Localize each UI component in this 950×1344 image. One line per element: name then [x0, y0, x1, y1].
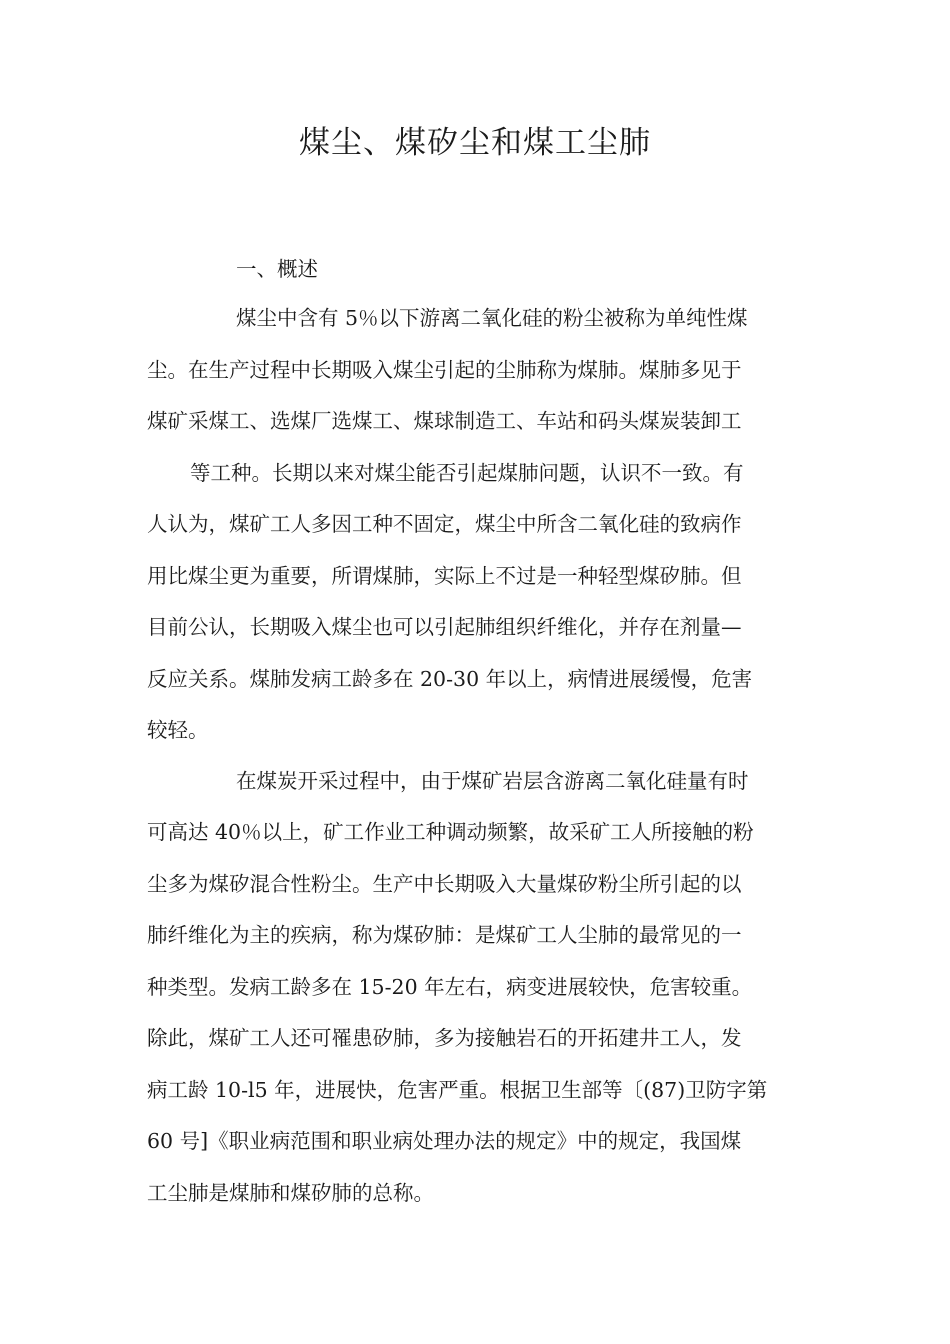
- paragraph-line: 60 号]《职业病范围和职业病处理办法的规定》中的规定，我国煤: [147, 1129, 742, 1153]
- paragraph-line: 尘。在生产过程中长期吸入煤尘引起的尘肺称为煤肺。煤肺多见于: [147, 358, 742, 382]
- document-title: 煤尘、煤矽尘和煤工尘肺: [299, 125, 651, 161]
- paragraph-line: 在煤炭开采过程中，由于煤矿岩层含游离二氧化硅量有时: [236, 769, 749, 793]
- paragraph-line: 工尘肺是煤肺和煤矽肺的总称。: [147, 1181, 434, 1205]
- paragraph-line: 除此，煤矿工人还可罹患矽肺，多为接触岩石的开拓建井工人，发: [147, 1026, 742, 1050]
- section-heading: 一、概述: [236, 257, 318, 281]
- paragraph-line: 煤矿采煤工、选煤厂选煤工、煤球制造工、车站和码头煤炭装卸工: [147, 409, 742, 433]
- paragraph-line: 用比煤尘更为重要，所谓煤肺，实际上不过是一种轻型煤矽肺。但: [147, 564, 742, 588]
- paragraph-line: 种类型。发病工龄多在 15-20 年左右，病变进展较快，危害较重。: [147, 975, 753, 999]
- paragraph-line: 等工种。长期以来对煤尘能否引起煤肺问题，认识不一致。有: [190, 461, 744, 485]
- paragraph-line: 可高达 40％以上，矿工作业工种调动频繁，故采矿工人所接触的粉: [147, 820, 754, 844]
- paragraph-line: 煤尘中含有 5％以下游离二氧化硅的粉尘被称为单纯性煤: [236, 306, 748, 330]
- paragraph-line: 肺纤维化为主的疾病，称为煤矽肺：是煤矿工人尘肺的最常见的一: [147, 923, 742, 947]
- paragraph-line: 尘多为煤矽混合性粉尘。生产中长期吸入大量煤矽粉尘所引起的以: [147, 872, 742, 896]
- paragraph-line: 反应关系。煤肺发病工龄多在 20-30 年以上，病情进展缓慢，危害: [147, 667, 753, 691]
- paragraph-line: 目前公认，长期吸入煤尘也可以引起肺组织纤维化，并存在剂量—: [147, 615, 742, 639]
- paragraph-line: 病工龄 10-l5 年，进展快，危害严重。根据卫生部等〔(87)卫防字第: [147, 1078, 768, 1102]
- paragraph-line: 较轻。: [147, 718, 209, 742]
- paragraph-line: 人认为，煤矿工人多因工种不固定，煤尘中所含二氧化硅的致病作: [147, 512, 742, 536]
